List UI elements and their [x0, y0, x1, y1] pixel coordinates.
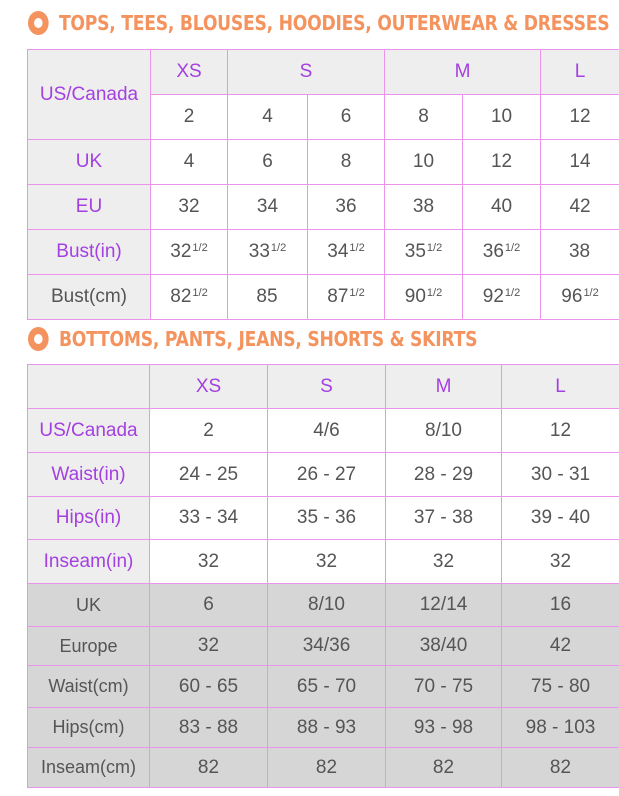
table-row [28, 540, 619, 584]
row-label-uk: UK [28, 140, 151, 185]
bottoms-size-m: M [386, 365, 502, 409]
row-label: Inseam(in) [28, 540, 150, 584]
tops-us-canada-label: US/Canada [28, 50, 151, 140]
table-cell [463, 275, 541, 320]
circle-bullet-icon [28, 11, 49, 35]
fraction-half: 1/2 [349, 287, 365, 299]
table-row [28, 453, 619, 497]
bottoms-size-s: S [268, 365, 386, 409]
table-row [28, 627, 619, 666]
table-cell: 32 [150, 627, 268, 666]
table-cell: 12 [463, 140, 541, 185]
table-cell: 60 - 65 [150, 666, 268, 708]
table-row [28, 666, 619, 708]
table-cell [385, 275, 463, 320]
fraction-half: 1/2 [192, 242, 208, 254]
bottoms-section-title [28, 327, 477, 351]
table-cell: 65 - 70 [268, 666, 386, 708]
cell-value: 38 [568, 241, 591, 262]
table-cell: 39 - 40 [502, 497, 619, 540]
table-cell: 36 [308, 185, 385, 230]
table-cell: 4 [151, 140, 228, 185]
table-cell: 10 [463, 95, 541, 140]
cell-value: 35 [404, 241, 426, 262]
cell-value: 82 [170, 286, 192, 307]
table-cell: 6 [228, 140, 308, 185]
cell-value: 87 [327, 286, 349, 307]
tops-title: TOPS, TEES, BLOUSES, HOODIES, OUTERWEAR & DRESSES [58, 11, 610, 35]
table-cell: 40 [463, 185, 541, 230]
table-cell [228, 275, 308, 320]
fraction-half: 1/2 [583, 287, 599, 299]
tops-bust-cm-row [28, 275, 619, 320]
table-cell: 16 [502, 584, 619, 627]
tops-size-s: S [228, 50, 385, 95]
table-cell: 8 [385, 95, 463, 140]
table-cell: 88 - 93 [268, 708, 386, 748]
fraction-half: 1/2 [504, 242, 521, 254]
table-cell [541, 275, 619, 320]
tops-size-header-row [28, 50, 619, 95]
bottoms-title: BOTTOMS, PANTS, JEANS, SHORTS & SKIRTS [58, 327, 478, 351]
table-cell: 34/36 [268, 627, 386, 666]
table-cell: 38/40 [386, 627, 502, 666]
fraction-half: 1/2 [270, 242, 287, 254]
tops-uk-row [28, 140, 619, 185]
bottoms-table-body [28, 409, 619, 788]
table-cell: 32 [151, 185, 228, 230]
bottoms-size-header-row [28, 365, 619, 409]
fraction-half: 1/2 [426, 242, 443, 254]
table-cell: 70 - 75 [386, 666, 502, 708]
row-label: Waist(cm) [28, 666, 150, 708]
table-cell: 10 [385, 140, 463, 185]
row-label: US/Canada [28, 409, 150, 453]
table-cell: 93 - 98 [386, 708, 502, 748]
table-cell: 82 [502, 748, 619, 788]
table-cell: 82 [268, 748, 386, 788]
cell-value: 36 [482, 241, 504, 262]
row-label: UK [28, 584, 150, 627]
fraction-half: 1/2 [192, 287, 208, 299]
cell-value: 85 [256, 286, 278, 307]
table-cell: 34 [228, 185, 308, 230]
bottoms-size-xs: XS [150, 365, 268, 409]
fraction-half: 1/2 [349, 242, 365, 254]
table-cell [463, 230, 541, 275]
table-row [28, 409, 619, 453]
table-cell: 14 [541, 140, 619, 185]
table-cell [151, 275, 228, 320]
tops-size-table [27, 49, 619, 320]
bottoms-size-table [27, 364, 619, 788]
table-cell: 8/10 [268, 584, 386, 627]
table-cell: 30 - 31 [502, 453, 619, 497]
table-cell: 82 [150, 748, 268, 788]
table-row [28, 748, 619, 788]
table-cell: 42 [541, 185, 619, 230]
table-cell: 4 [228, 95, 308, 140]
table-cell: 2 [150, 409, 268, 453]
row-label: Hips(in) [28, 497, 150, 540]
tops-eu-row [28, 185, 619, 230]
table-cell: 28 - 29 [386, 453, 502, 497]
row-label-bust-in: Bust(in) [28, 230, 151, 275]
table-row [28, 584, 619, 627]
table-row [28, 708, 619, 748]
table-cell: 32 [386, 540, 502, 584]
tops-size-l: L [541, 50, 619, 95]
table-cell: 24 - 25 [150, 453, 268, 497]
table-cell: 2 [151, 95, 228, 140]
table-cell: 4/6 [268, 409, 386, 453]
cell-value: 92 [482, 286, 504, 307]
table-cell [308, 275, 385, 320]
tops-size-xs: XS [151, 50, 228, 95]
table-cell: 75 - 80 [502, 666, 619, 708]
bottoms-corner-cell [28, 365, 150, 409]
table-cell: 6 [150, 584, 268, 627]
table-cell: 42 [502, 627, 619, 666]
row-label: Waist(in) [28, 453, 150, 497]
row-label: Inseam(cm) [28, 748, 150, 788]
table-cell: 32 [502, 540, 619, 584]
table-cell: 6 [308, 95, 385, 140]
table-cell: 12 [502, 409, 619, 453]
fraction-half: 1/2 [504, 287, 521, 299]
table-cell [308, 230, 385, 275]
table-cell: 32 [268, 540, 386, 584]
cell-value: 32 [170, 241, 192, 262]
table-cell: 26 - 27 [268, 453, 386, 497]
cell-value: 90 [404, 286, 426, 307]
fraction-half: 1/2 [426, 287, 443, 299]
table-cell [385, 230, 463, 275]
table-cell: 32 [150, 540, 268, 584]
cell-value: 96 [561, 286, 583, 307]
table-cell: 82 [386, 748, 502, 788]
tops-size-m: M [385, 50, 541, 95]
cell-value: 33 [248, 241, 270, 262]
table-cell [541, 230, 619, 275]
table-cell: 35 - 36 [268, 497, 386, 540]
row-label: Hips(cm) [28, 708, 150, 748]
table-cell: 8/10 [386, 409, 502, 453]
row-label-bust-cm: Bust(cm) [28, 275, 151, 320]
table-cell [228, 230, 308, 275]
table-cell: 8 [308, 140, 385, 185]
table-cell: 33 - 34 [150, 497, 268, 540]
row-label-eu: EU [28, 185, 151, 230]
table-cell: 12 [541, 95, 619, 140]
table-cell: 98 - 103 [502, 708, 619, 748]
row-label: Europe [28, 627, 150, 666]
table-cell: 38 [385, 185, 463, 230]
tops-bust-in-row [28, 230, 619, 275]
cell-value: 34 [327, 241, 349, 262]
table-cell: 37 - 38 [386, 497, 502, 540]
circle-bullet-icon [28, 327, 49, 351]
bottoms-size-l: L [502, 365, 619, 409]
table-cell: 83 - 88 [150, 708, 268, 748]
tops-section-title [28, 11, 609, 35]
table-cell [151, 230, 228, 275]
table-cell: 12/14 [386, 584, 502, 627]
table-row [28, 497, 619, 540]
